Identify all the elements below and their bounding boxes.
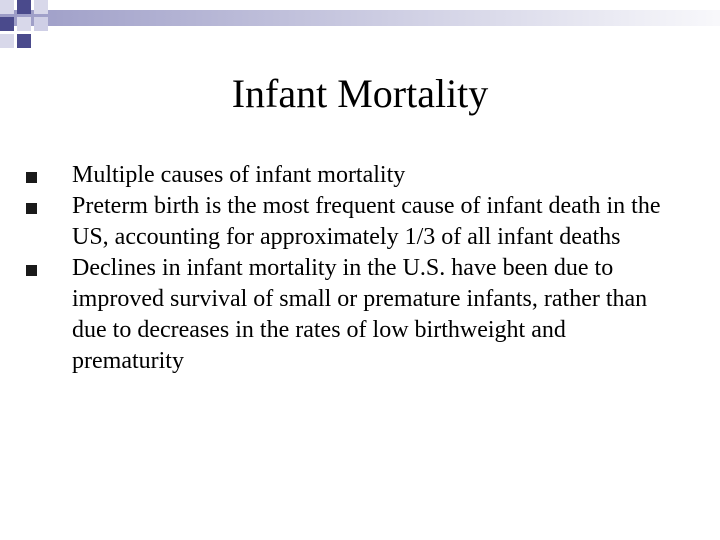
decorative-header-banner bbox=[0, 0, 720, 50]
square-bullet-icon bbox=[26, 265, 37, 276]
banner-gradient-stripe bbox=[0, 10, 720, 26]
slide-title: Infant Mortality bbox=[231, 71, 489, 116]
banner-square-6 bbox=[34, 17, 48, 31]
banner-square-8 bbox=[17, 34, 31, 48]
banner-square-4 bbox=[0, 17, 14, 31]
bullet-text: Multiple causes of infant mortality bbox=[72, 162, 406, 188]
banner-square-3 bbox=[34, 0, 48, 14]
bullet-text: Declines in infant mortality in the U.S. have been due to improved survival of small or premature infants, rather than due to decreases in the rates of low birthweight and prematurity bbox=[72, 255, 648, 374]
square-bullet-icon bbox=[26, 172, 37, 183]
bullet-item bbox=[72, 253, 682, 377]
bullet-list bbox=[72, 160, 682, 377]
banner-graphic bbox=[0, 0, 720, 50]
banner-square-7 bbox=[0, 34, 14, 48]
bullet-item bbox=[72, 160, 682, 191]
bullet-text: Preterm birth is the most frequent cause of infant death in the US, accounting for approximately 1/3 of all infant deaths bbox=[72, 193, 661, 250]
square-bullet-icon bbox=[26, 203, 37, 214]
banner-square-5 bbox=[17, 17, 31, 31]
banner-square-1 bbox=[0, 0, 14, 14]
banner-square-2 bbox=[17, 0, 31, 14]
bullet-item bbox=[72, 191, 682, 253]
